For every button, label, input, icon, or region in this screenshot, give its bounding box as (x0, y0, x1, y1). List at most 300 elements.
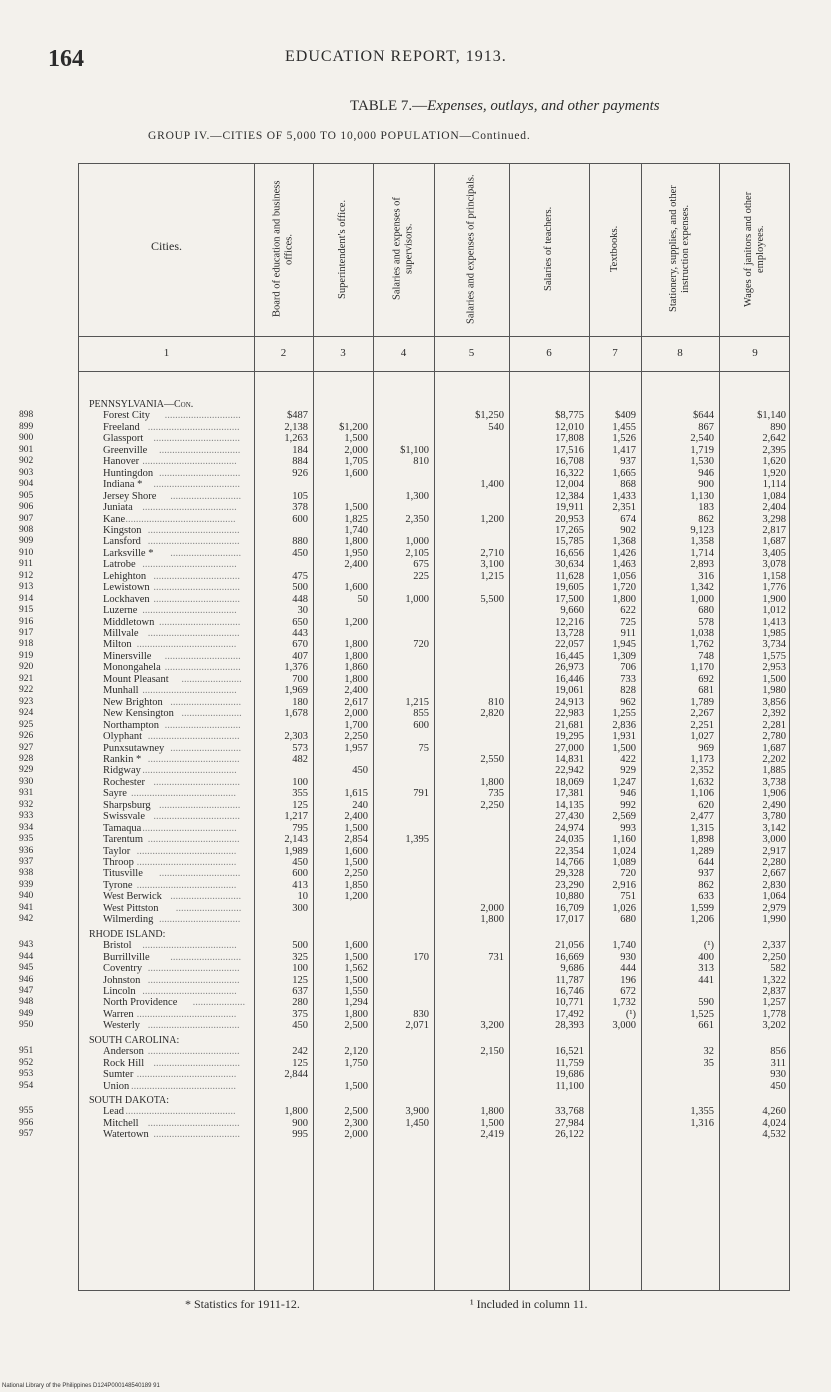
table-cell-col-5: 1,200 (480, 513, 504, 525)
table-cell-col-9: 2,395 (762, 444, 786, 456)
table-cell-col-3: 240 (352, 799, 368, 811)
table-cell-col-8: $644 (693, 410, 714, 422)
table-cell-col-6: $8,775 (555, 410, 584, 422)
table-cell-col-7: 733 (620, 673, 636, 685)
table-row (19, 811, 789, 823)
table-row (19, 742, 789, 754)
table-row (19, 1008, 789, 1020)
table-cell-col-2: 125 (292, 1057, 308, 1069)
table-cell-col-8: 1,762 (690, 639, 714, 651)
city-name: Lewistown (103, 582, 150, 594)
city-name: West Pittston (103, 902, 159, 914)
table-cell-col-7: 725 (620, 616, 636, 628)
column-header-6: Salaries of teachers. (543, 206, 554, 292)
table-row (19, 1046, 789, 1058)
row-number: 917 (19, 628, 34, 638)
column-number: 3 (340, 347, 346, 359)
city-name: Milton (103, 639, 132, 651)
row-number: 944 (19, 951, 34, 962)
table-cell-col-2: 125 (292, 799, 308, 811)
row-number: 931 (19, 788, 34, 799)
table-row (19, 502, 789, 514)
table-cell-col-6: 26,122 (555, 1129, 584, 1141)
table-cell-col-3: 1,800 (344, 536, 368, 548)
city-name: Hanover (103, 456, 140, 468)
table-cell-col-8: 313 (698, 963, 714, 975)
row-number: 933 (19, 811, 34, 822)
table-cell-col-2: 600 (292, 868, 308, 880)
table-cell-col-2: 325 (292, 951, 308, 963)
table-cell-col-4: 2,350 (405, 513, 429, 525)
table-cell-col-3: 1,800 (344, 639, 368, 651)
table-cell-col-9: 1,687 (762, 742, 786, 754)
table-cell-col-8: 1,632 (690, 776, 714, 788)
table-cell-col-4: 1,000 (405, 593, 429, 605)
dot-leader: ................................. (153, 1057, 241, 1069)
table-cell-col-7: 1,247 (612, 776, 636, 788)
table-cell-col-9: 2,780 (762, 731, 786, 743)
table-cell-col-6: 16,445 (555, 650, 584, 662)
table-cell-col-6: 22,983 (555, 708, 584, 720)
row-number: 898 (19, 410, 34, 421)
table-cell-col-6: 16,709 (555, 902, 584, 914)
city-name: Kane (103, 513, 126, 525)
table-row (19, 822, 789, 834)
table-cell-col-5: 2,550 (480, 753, 504, 765)
table-cell-col-2: 900 (292, 1117, 308, 1129)
table-cell-col-9: 1,990 (762, 914, 786, 926)
table-cell-col-6: 18,069 (555, 776, 584, 788)
dot-leader: ...................................... (136, 639, 237, 651)
table-cell-col-7: 1,732 (612, 997, 636, 1009)
table-cell-col-9: 2,337 (762, 940, 786, 952)
table-cell-col-8: 1,789 (690, 696, 714, 708)
table-cell-col-7: 1,455 (612, 421, 636, 433)
city-name: Lincoln (103, 985, 136, 997)
table-cell-col-7: 680 (620, 914, 636, 926)
table-cell-col-8: 1,714 (690, 547, 714, 559)
table-cell-col-6: 14,766 (555, 857, 584, 868)
table-cell-col-8: 680 (698, 605, 714, 617)
city-name: Burrillville (103, 951, 150, 963)
table-cell-col-7: 422 (620, 753, 636, 765)
table-cell-col-9: 1,413 (762, 616, 786, 628)
city-name: Titusville (103, 868, 143, 880)
table-row (19, 593, 789, 605)
city-name: Minersville (103, 650, 152, 662)
table-cell-col-9: 1,687 (762, 536, 786, 548)
dot-leader: .................................... (142, 822, 237, 834)
table-row (19, 616, 789, 628)
row-number: 941 (19, 902, 34, 913)
dot-leader: ............................. (164, 662, 241, 674)
table-cell-col-6: 16,521 (555, 1046, 584, 1058)
table-cell-col-9: 890 (770, 421, 786, 433)
table-cell-col-3: 1,750 (344, 1057, 368, 1069)
table-cell-col-2: 100 (292, 963, 308, 975)
table-row (19, 582, 789, 594)
column-header-9: Wages of janitors and other employees. (743, 191, 766, 307)
table-row (19, 479, 789, 491)
table-row (19, 536, 789, 548)
row-number: 943 (19, 940, 34, 951)
dot-leader: ................................... (147, 753, 240, 765)
table-row (19, 433, 789, 445)
table-cell-col-3: 2,300 (344, 1117, 368, 1129)
table-cell-col-6: 14,831 (555, 753, 584, 765)
table-cell-col-8: 633 (698, 891, 714, 903)
table-cell-col-3: 1,800 (344, 673, 368, 685)
table-cell-col-8: 1,316 (690, 1117, 714, 1129)
table-cell-col-9: 1,575 (762, 650, 786, 662)
table-cell-col-5: 735 (488, 788, 504, 800)
table-cell-col-8: 578 (698, 616, 714, 628)
table-cell-col-6: 27,984 (555, 1117, 584, 1129)
table-row (19, 845, 789, 857)
table-cell-col-2: 184 (292, 444, 308, 456)
table-row (19, 997, 789, 1009)
table-cell-col-6: 10,880 (555, 891, 584, 903)
table-cell-col-2: 180 (292, 696, 308, 708)
dot-leader: ................................... (147, 1117, 240, 1129)
table-cell-col-7: 911 (620, 628, 636, 639)
table-cell-col-6: 33,768 (555, 1106, 584, 1118)
table-cell-col-7: 2,351 (612, 502, 636, 514)
table-cell-col-3: 1,550 (344, 985, 368, 997)
table-cell-col-8: 32 (703, 1046, 714, 1058)
dot-leader: ...................................... (136, 857, 237, 868)
table-row (19, 559, 789, 571)
table-cell-col-6: 11,100 (555, 1080, 584, 1092)
table-cell-col-6: 9,660 (560, 605, 584, 617)
table-cell-col-9: 3,202 (762, 1020, 786, 1032)
table-cell-col-2: 1,989 (284, 845, 308, 857)
table-cell-col-4: 1,215 (405, 696, 429, 708)
row-number: 900 (19, 433, 34, 444)
table-cell-col-4: 600 (413, 719, 429, 731)
city-name: Mount Pleasant (103, 673, 169, 685)
table-row (19, 467, 789, 479)
table-cell-col-7: 622 (620, 605, 636, 617)
dot-leader: ................................. (153, 593, 241, 605)
table-cell-col-3: 1,500 (344, 822, 368, 834)
table-cell-col-6: 22,057 (555, 639, 584, 651)
dot-leader: .................................... (142, 605, 237, 617)
city-name: Juniata (103, 502, 133, 514)
row-number: 945 (19, 963, 34, 974)
state-name: PENNSYLVANIA—Con. (89, 399, 194, 410)
dot-leader: .................................... (142, 765, 237, 777)
table-cell-col-3: 2,000 (344, 444, 368, 456)
city-name: Millvale (103, 628, 139, 639)
table-cell-col-9: 1,500 (762, 673, 786, 685)
table-cell-col-2: 375 (292, 1008, 308, 1020)
city-name: Warren (103, 1008, 134, 1020)
table-cell-col-9: 1,322 (762, 974, 786, 986)
table-cell-col-7: 1,463 (612, 559, 636, 571)
table-cell-col-4: 75 (418, 742, 429, 754)
dot-leader: ........................... (170, 490, 242, 502)
column-header-4: Salaries and expenses of supervisors. (391, 197, 415, 301)
table-cell-col-2: 700 (292, 673, 308, 685)
table-cell-col-5: 2,150 (480, 1046, 504, 1058)
table-cell-col-6: 17,492 (555, 1008, 584, 1020)
table-cell-col-2: 2,143 (284, 834, 308, 846)
city-name: Taylor (103, 845, 131, 857)
table-cell-col-8: 1,206 (690, 914, 714, 926)
table-cell-col-9: 4,260 (762, 1106, 786, 1118)
row-rule (79, 336, 789, 337)
table-cell-col-7: 1,309 (612, 650, 636, 662)
column-number: 7 (612, 347, 618, 359)
table-cell-col-4: 1,395 (405, 834, 429, 846)
row-number: 936 (19, 845, 34, 856)
table-cell-col-4: 3,900 (405, 1106, 429, 1118)
row-number: 912 (19, 570, 34, 581)
row-number: 950 (19, 1020, 34, 1031)
footnote-star: * Statistics for 1911-12. (185, 1297, 300, 1311)
state-heading-row (79, 1035, 789, 1046)
table-cell-col-7: 1,800 (612, 593, 636, 605)
dot-leader: ............................. (164, 410, 241, 422)
table-cell-col-5: $1,250 (475, 410, 504, 422)
table-cell-col-6: 17,381 (555, 788, 584, 800)
table-cell-col-8: 1,038 (690, 628, 714, 639)
table-cell-col-8: 1,130 (690, 490, 714, 502)
table-cell-col-3: 2,250 (344, 731, 368, 743)
table-cell-col-8: 748 (698, 650, 714, 662)
row-number: 899 (19, 421, 34, 432)
dot-leader: ...................................... (136, 1069, 237, 1081)
row-number: 934 (19, 822, 34, 833)
table-cell-col-4: 855 (413, 708, 429, 720)
table-cell-col-6: 17,516 (555, 444, 584, 456)
column-header-5: Salaries and expenses of principals. (465, 174, 477, 324)
table-cell-col-8: 2,893 (690, 559, 714, 571)
table-cell-col-8: 1,027 (690, 731, 714, 743)
table-cell-col-9: 2,642 (762, 433, 786, 445)
table-cell-col-7: 672 (620, 985, 636, 997)
dot-leader: ............................... (159, 444, 241, 456)
table-cell-col-7: 2,916 (612, 879, 636, 891)
table-cell-col-7: 444 (620, 963, 636, 975)
table-cell-col-9: 3,078 (762, 559, 786, 571)
page-number: 164 (48, 46, 84, 72)
table-cell-col-8: 316 (698, 570, 714, 582)
table-cell-col-7: 946 (620, 788, 636, 800)
running-head: EDUCATION REPORT, 1913. (285, 48, 507, 65)
table-cell-col-2: 995 (292, 1129, 308, 1141)
table-cell-col-6: 12,384 (555, 490, 584, 502)
table-cell-col-8: 1,173 (690, 753, 714, 765)
table-cell-col-2: 1,376 (284, 662, 308, 674)
table-cell-col-6: 12,004 (555, 479, 584, 491)
table-cell-col-9: 2,250 (762, 951, 786, 963)
row-number: 956 (19, 1117, 34, 1128)
table-cell-col-9: $1,140 (757, 410, 786, 422)
table-cell-col-2: 2,138 (284, 421, 308, 433)
table-cell-col-7: 1,500 (612, 742, 636, 754)
table-cell-col-8: 1,315 (690, 822, 714, 834)
table-cell-col-2: 355 (292, 788, 308, 800)
table-cell-col-3: 1,600 (344, 845, 368, 857)
dot-leader: .................................... (142, 685, 237, 697)
table-title-prefix: TABLE 7.— (350, 98, 428, 114)
table-cell-col-8: 937 (698, 868, 714, 880)
table-row (19, 513, 789, 525)
table-cell-col-8: 900 (698, 479, 714, 491)
table-row (19, 963, 789, 975)
column-header-2: Board of education and business offices. (271, 180, 295, 318)
row-number: 902 (19, 456, 34, 467)
table-row (19, 1069, 789, 1081)
dot-leader: ............................... (159, 467, 241, 479)
table-cell-col-2: 407 (292, 650, 308, 662)
table-cell-col-9: 2,917 (762, 845, 786, 857)
table-row (19, 628, 789, 639)
table-cell-col-6: 9,686 (560, 963, 584, 975)
table-cell-col-6: 27,000 (555, 742, 584, 754)
city-name: Sayre (103, 788, 127, 800)
dot-leader: ............................... (159, 868, 241, 880)
footnote-one: ¹ Included in column 11. (470, 1297, 588, 1311)
table-cell-col-2: 443 (292, 628, 308, 639)
table-cell-col-2: 1,800 (284, 1106, 308, 1118)
table-cell-col-7: 929 (620, 765, 636, 777)
table-cell-col-3: 1,615 (344, 788, 368, 800)
city-name: Kingston (103, 524, 142, 536)
table-cell-col-2: 482 (292, 753, 308, 765)
dot-leader: ........................... (170, 547, 242, 559)
table-row (19, 974, 789, 986)
table-cell-col-9: 3,405 (762, 547, 786, 559)
table-cell-col-2: 795 (292, 822, 308, 834)
table-row (19, 605, 789, 617)
dot-leader: .......................................... (125, 513, 236, 525)
table-cell-col-8: 969 (698, 742, 714, 754)
table-cell-col-2: 637 (292, 985, 308, 997)
table-cell-col-4: 810 (413, 456, 429, 468)
table-row (19, 731, 789, 743)
table-cell-col-9: 2,817 (762, 524, 786, 536)
table-cell-col-7: 992 (620, 799, 636, 811)
table-cell-col-8: 1,355 (690, 1106, 714, 1118)
table-cell-col-7: 2,836 (612, 719, 636, 731)
row-number: 919 (19, 650, 34, 661)
table-cell-col-4: 2,071 (405, 1020, 429, 1032)
table-cell-col-2: 600 (292, 513, 308, 525)
row-number: 924 (19, 708, 34, 719)
row-number: 903 (19, 467, 34, 478)
table-cell-col-8: 441 (698, 974, 714, 986)
table-cell-col-2: 500 (292, 582, 308, 594)
table-cell-col-6: 24,035 (555, 834, 584, 846)
table-cell-col-7: 1,426 (612, 547, 636, 559)
row-number: 948 (19, 997, 34, 1008)
row-number: 928 (19, 753, 34, 764)
column-number: 9 (752, 347, 758, 359)
row-number: 951 (19, 1046, 34, 1057)
row-number: 942 (19, 914, 34, 925)
table-row (19, 1080, 789, 1092)
dot-leader: ......................... (175, 902, 242, 914)
city-name: Tamaqua (103, 822, 142, 834)
table-cell-col-5: 2,419 (480, 1129, 504, 1141)
dot-leader: ............................. (164, 719, 241, 731)
table-cell-col-9: 2,280 (762, 857, 786, 868)
table-cell-col-6: 19,605 (555, 582, 584, 594)
table-cell-col-8: 1,525 (690, 1008, 714, 1020)
table-cell-col-9: 1,985 (762, 628, 786, 639)
table-row (19, 650, 789, 662)
table-cell-col-6: 19,686 (555, 1069, 584, 1081)
table-cell-col-3: 2,400 (344, 559, 368, 571)
dot-leader: ........................................ (131, 788, 236, 800)
city-name: Lead (103, 1106, 124, 1118)
table-cell-col-3: 1,800 (344, 1008, 368, 1020)
dot-leader: ........................... (170, 696, 242, 708)
table-cell-col-2: 105 (292, 490, 308, 502)
table-cell-col-8: 2,352 (690, 765, 714, 777)
table-cell-col-5: 810 (488, 696, 504, 708)
table-cell-col-9: 1,114 (762, 479, 786, 491)
row-number: 939 (19, 879, 34, 890)
table-cell-col-9: 930 (770, 1069, 786, 1081)
dot-leader: .................................... (142, 456, 237, 468)
column-header-cities: Cities. (150, 239, 182, 253)
city-name: New Brighton (103, 696, 163, 708)
table-cell-col-2: 10 (297, 891, 308, 903)
table-cell-col-7: 1,368 (612, 536, 636, 548)
table-cell-col-9: 2,979 (762, 902, 786, 914)
table-cell-col-5: 1,800 (480, 914, 504, 926)
table-cell-col-7: 1,255 (612, 708, 636, 720)
table-cell-col-9: 1,920 (762, 467, 786, 479)
table-cell-col-4: 830 (413, 1008, 429, 1020)
row-number: 905 (19, 490, 34, 501)
table-cell-col-6: 17,808 (555, 433, 584, 445)
table-cell-col-3: 2,400 (344, 811, 368, 823)
table-cell-col-3: 1,957 (344, 742, 368, 754)
table-cell-col-5: 1,800 (480, 776, 504, 788)
table-row (19, 719, 789, 731)
table-cell-col-4: 675 (413, 559, 429, 571)
column-number: 5 (468, 347, 475, 359)
table-cell-col-9: 3,734 (762, 639, 786, 651)
city-name: Rock Hill (103, 1057, 145, 1069)
table-cell-col-9: 856 (770, 1046, 786, 1058)
table-cell-col-9: 3,780 (762, 811, 786, 823)
table-cell-col-9: 2,404 (762, 502, 786, 514)
dot-leader: ................................... (147, 963, 240, 975)
table-cell-col-7: 2,569 (612, 811, 636, 823)
city-name: Sumter (103, 1069, 134, 1081)
row-rule (79, 371, 789, 372)
dot-leader: ....................... (181, 673, 242, 685)
table-cell-col-8: 946 (698, 467, 714, 479)
dot-leader: .................................... (142, 940, 237, 952)
city-name: Ridgway (103, 765, 141, 777)
table-cell-col-2: 300 (292, 902, 308, 914)
row-number: 935 (19, 834, 34, 845)
table-row (19, 685, 789, 697)
table-cell-col-6: 16,746 (555, 985, 584, 997)
table-cell-col-8: 644 (698, 857, 714, 868)
group-heading: GROUP IV.—CITIES OF 5,000 TO 10,000 POPULATION—Continued. (148, 130, 531, 142)
table-cell-col-4: 720 (413, 639, 429, 651)
table-cell-col-8: 620 (698, 799, 714, 811)
table-cell-col-6: 22,354 (555, 845, 584, 857)
